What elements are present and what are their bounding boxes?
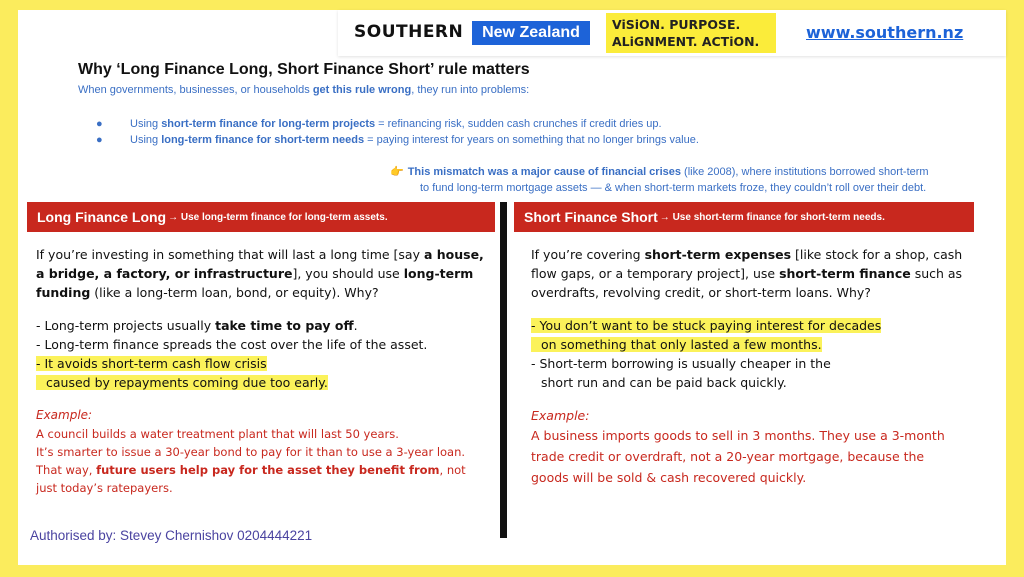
text-bold: a house, a bridge, a factory, or infrastructure: [36, 247, 484, 281]
text-bold: take time to pay off: [215, 318, 354, 333]
short-finance-example: [531, 406, 971, 488]
tagline: [606, 13, 776, 53]
list-item-bold: short-term finance for long-term projects: [161, 118, 376, 130]
short-finance-reasons: [531, 316, 971, 392]
text: If you’re investing in something that will last a long time [say: [36, 247, 424, 262]
text: (like a long-term loan, bond, or equity). Why?: [90, 285, 379, 300]
text: - Long-term projects usually: [36, 318, 216, 333]
intro-lead-text: When governments, businesses, or households: [78, 84, 313, 96]
short-finance-body: [531, 245, 971, 488]
brand-name: SOUTHERN: [354, 22, 464, 42]
crisis-note-line-2: to fund long-term mortgage assets — & when short-term markets froze, they couldn’t roll over their debt.: [420, 182, 927, 194]
list-item: [96, 132, 699, 148]
text: [like stock for a shop, cash flow gaps, or a temporary project], use: [531, 247, 963, 281]
text-bold: future users help pay for the asset they benefit from: [96, 463, 440, 477]
short-finance-intro: [531, 245, 971, 302]
text: such as overdrafts, revolving credit, or short-term loans. Why?: [531, 266, 963, 300]
tagline-line-1: ViSiON. PURPOSE.: [612, 17, 741, 32]
list-item-text-end: = paying interest for years on something that no longer brings value.: [364, 134, 699, 146]
example-text: trade credit or overdraft, not a 20-year mortgage, because the: [531, 449, 925, 464]
highlighted-text: on something that only lasted a few months.: [531, 337, 822, 352]
header-banner: [338, 10, 1006, 56]
intro-lead-bold: get this rule wrong: [312, 84, 412, 96]
reason-item-highlighted: [531, 335, 971, 354]
text: ], you should use: [292, 266, 404, 281]
text: That way,: [36, 463, 97, 477]
column-divider: [500, 202, 507, 538]
bullet-icon: ●: [96, 134, 103, 146]
pointing-hand-icon: 👉: [390, 166, 404, 178]
reason-item: short run and can be paid back quickly.: [541, 375, 787, 390]
example-text: [36, 461, 484, 479]
list-item-text: Using: [130, 134, 162, 146]
crisis-note-bold: This mismatch was a major cause of financial crises: [407, 166, 681, 178]
list-item-bold: long-term finance for short-term needs: [161, 134, 365, 146]
short-finance-title: Short Finance Short: [524, 209, 658, 225]
example-text: It’s smarter to issue a 30-year bond to pay for it than to use a 3-year loan.: [36, 445, 466, 459]
reason-item: [36, 316, 484, 335]
example-text: A business imports goods to sell in 3 months. They use a 3-month: [531, 428, 945, 443]
brand-region-badge: New Zealand: [472, 21, 590, 45]
reason-item-highlighted: [531, 316, 971, 335]
highlighted-text: caused by repayments coming due too early.: [36, 375, 328, 390]
text: , not: [439, 463, 466, 477]
crisis-note-text: (like 2008), where institutions borrowed short-term: [680, 166, 929, 178]
authorisation-footer: Authorised by: Stevey Chernishov 0204444221: [30, 528, 313, 543]
list-item: [96, 116, 699, 132]
long-finance-example: [36, 406, 484, 497]
short-finance-subtitle: → Use short-term finance for short-term needs.: [659, 211, 885, 223]
list-item-text: Using: [130, 118, 162, 130]
website-link[interactable]: www.southern.nz: [806, 23, 964, 42]
long-finance-title: Long Finance Long: [37, 209, 167, 225]
long-finance-subtitle: → Use long-term finance for long-term assets.: [168, 211, 388, 223]
example-text: just today’s ratepayers.: [36, 481, 173, 495]
bullet-icon: ●: [96, 118, 103, 130]
long-finance-reasons: [36, 316, 484, 392]
crisis-note: [390, 164, 970, 196]
tagline-line-2: ALiGNMENT. ACTiON.: [612, 34, 760, 49]
example-text: A council builds a water treatment plant that will last 50 years.: [36, 427, 399, 441]
highlighted-text: - It avoids short-term cash flow crisis: [36, 356, 267, 371]
example-text: goods will be sold & cash recovered quickly.: [531, 470, 807, 485]
problem-list: [96, 116, 699, 148]
long-finance-intro: [36, 245, 484, 302]
text: If you’re covering: [531, 247, 645, 262]
short-finance-heading: [514, 202, 974, 232]
text-bold: long-term funding: [36, 266, 474, 300]
list-item-text-end: = refinancing risk, sudden cash crunches if credit dries up.: [375, 118, 662, 130]
page-title: Why ‘Long Finance Long, Short Finance Short’ rule matters: [78, 61, 530, 78]
text-bold: short-term expenses: [644, 247, 792, 262]
text-bold: short-term finance: [779, 266, 911, 281]
reason-item: - Short-term borrowing is usually cheaper in the: [531, 356, 831, 371]
intro-lead-text-end: , they run into problems:: [411, 84, 530, 96]
long-finance-body: [36, 245, 484, 497]
text: .: [353, 318, 358, 333]
highlighted-text: - You don’t want to be stuck paying interest for decades: [531, 318, 882, 333]
reason-item-highlighted: [36, 354, 484, 373]
reason-item-highlighted: [36, 373, 484, 392]
example-label: Example:: [36, 408, 93, 422]
intro-lead: [78, 84, 529, 96]
reason-item: - Long-term finance spreads the cost over the life of the asset.: [36, 337, 428, 352]
example-label: Example:: [531, 408, 590, 423]
long-finance-heading: [27, 202, 495, 232]
